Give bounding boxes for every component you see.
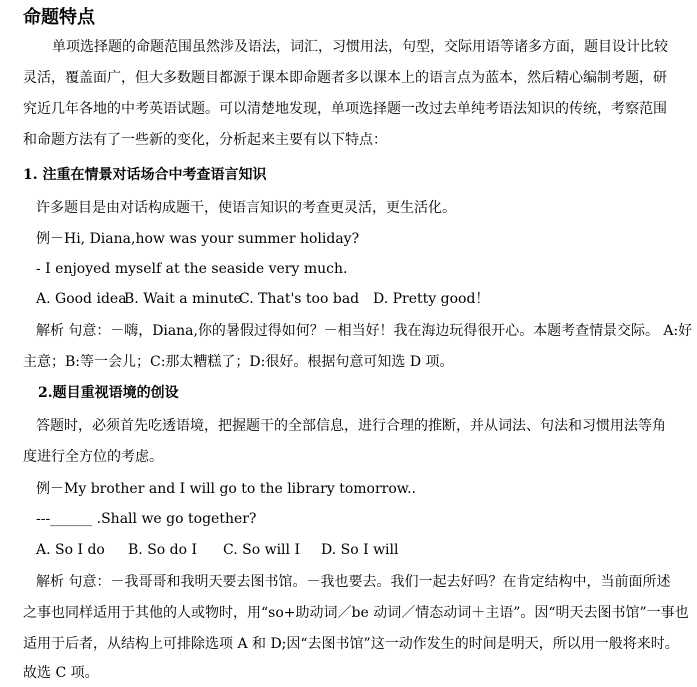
section-2-analysis-line: 解析 句意：－我哥哥和我明天要去图书馆。－我也要去。我们一起去好吗？在肯定结构中，当前面所述 bbox=[36, 574, 671, 590]
intro-paragraph-line: 灵活，覆盖面广，但大多数题目都源于课本即命题者多以课本上的语言点为蓝本，然后精心编制考题，研 bbox=[23, 70, 667, 86]
option-a: A. So I do bbox=[36, 542, 105, 558]
section-1-example-answer: - I enjoyed myself at the seaside very much. bbox=[36, 261, 348, 277]
section-1-heading: 1. 注重在情景对话场合中考查语言知识 bbox=[23, 167, 267, 183]
section-1-analysis-line: 解析 句意：－嗨，Diana,你的暑假过得如何？－相当好！我在海边玩得很开心。本题考查情景交际。 A:好 bbox=[36, 323, 693, 339]
option-d: D. So I will bbox=[321, 542, 399, 558]
intro-paragraph-line: 究近几年各地的中考英语试题。可以清楚地发现，单项选择题一改过去单纯考语法知识的传统，考察范围 bbox=[23, 101, 667, 117]
page-title: 命题特点 bbox=[23, 7, 95, 28]
section-1-example-question: 例－Hi, Diana,how was your summer holiday? bbox=[36, 231, 360, 247]
section-2-analysis-line: 之事也同样适用于其他的人或物时，用“so+助动词／be 动词／情态动词＋主语”。因“明天去图书馆”一事也 bbox=[23, 605, 689, 621]
section-1-description: 许多题目是由对话构成题干，使语言知识的考查更灵活，更生活化。 bbox=[36, 200, 456, 216]
section-2-example-answer: ---______ .Shall we go together? bbox=[36, 511, 257, 527]
section-2-example-question: 例－My brother and I will go to the library tomorrow.. bbox=[36, 481, 416, 497]
option-a: A. Good idea bbox=[36, 291, 127, 307]
section-1-analysis-line: 主意；B:等一会儿；C:那太糟糕了；D:很好。根据句意可知选 D 项。 bbox=[23, 354, 454, 370]
section-2-description-line: 度进行全方位的考虑。 bbox=[23, 449, 163, 465]
section-2-description-line: 答题时，必须首先吃透语境，把握题干的全部信息，进行合理的推断，并从词法、句法和习惯用法等角 bbox=[36, 418, 666, 434]
intro-paragraph-line: 单项选择题的命题范围虽然涉及语法，词汇，习惯用法，句型，交际用语等诸多方面，题目设计比较 bbox=[52, 39, 668, 55]
option-d: D. Pretty good！ bbox=[373, 291, 490, 307]
section-2-analysis-line: 故选 C 项。 bbox=[23, 665, 99, 681]
option-c: C. So will I bbox=[223, 542, 300, 558]
option-b: B. So do I bbox=[128, 542, 198, 558]
option-b: B. Wait a minute bbox=[124, 291, 242, 307]
intro-paragraph-line: 和命题方法有了一些新的变化，分析起来主要有以下特点： bbox=[23, 132, 387, 148]
section-2-heading: 2.题目重视语境的创设 bbox=[38, 385, 179, 401]
option-c: C. That's too bad bbox=[239, 291, 360, 307]
section-2-analysis-line: 适用于后者，从结构上可排除选项 A 和 D;因“去图书馆”这一动作发生的时间是明天，所以用一般将来时。 bbox=[23, 636, 679, 652]
